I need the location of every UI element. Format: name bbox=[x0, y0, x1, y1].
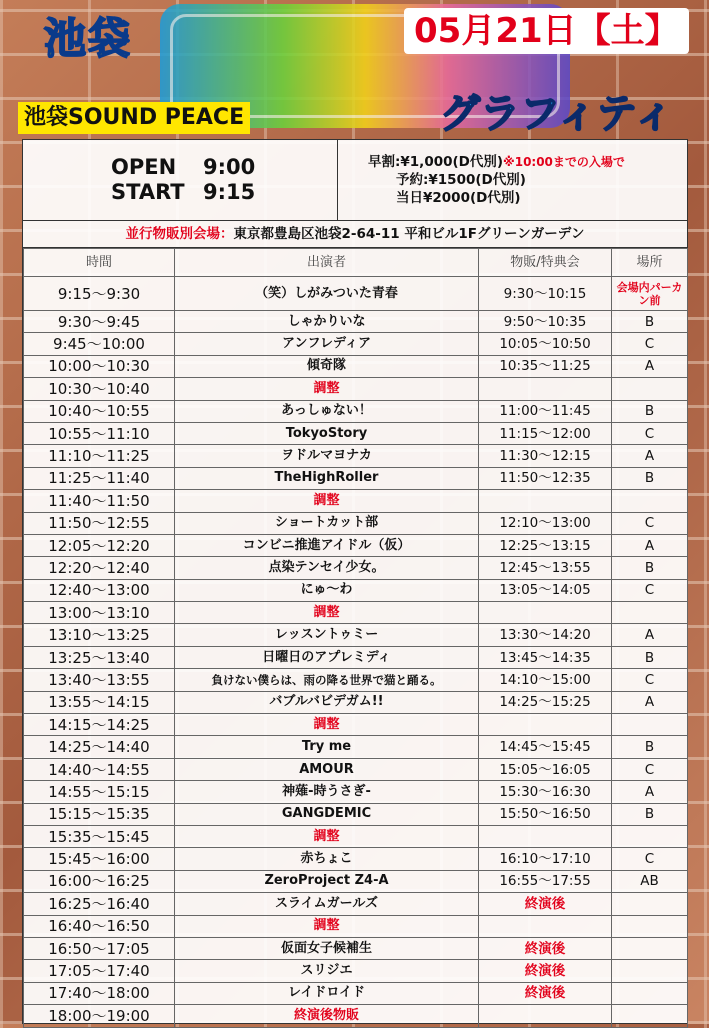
table-row bbox=[24, 534, 688, 556]
table-row bbox=[24, 277, 688, 311]
cell-place: B bbox=[612, 736, 688, 758]
cell-place: B bbox=[612, 311, 688, 333]
cell-place bbox=[612, 937, 688, 959]
table-row bbox=[24, 915, 688, 937]
table-row bbox=[24, 512, 688, 534]
table-row bbox=[24, 467, 688, 489]
cell-performer: AMOUR bbox=[175, 758, 479, 780]
cell-performer: レイドロイド bbox=[175, 982, 479, 1004]
cell-merch: 15:50～16:50 bbox=[479, 803, 612, 825]
cell-merch: 13:45～14:35 bbox=[479, 646, 612, 668]
table-row bbox=[24, 803, 688, 825]
cell-place: A bbox=[612, 781, 688, 803]
cell-time: 11:50～12:55 bbox=[24, 512, 175, 534]
cell-time: 12:40～13:00 bbox=[24, 579, 175, 601]
cell-place: B bbox=[612, 646, 688, 668]
header-time: 時間 bbox=[24, 249, 175, 277]
cell-time: 16:25～16:40 bbox=[24, 893, 175, 915]
cell-time: 12:20～12:40 bbox=[24, 557, 175, 579]
table-row bbox=[24, 893, 688, 915]
cell-time: 15:15～15:35 bbox=[24, 803, 175, 825]
cell-place bbox=[612, 893, 688, 915]
cell-performer: TheHighRoller bbox=[175, 467, 479, 489]
start-label: START bbox=[111, 180, 185, 204]
table-row bbox=[24, 982, 688, 1004]
table-row bbox=[24, 781, 688, 803]
cell-merch: 11:00～11:45 bbox=[479, 400, 612, 422]
cell-place: C bbox=[612, 758, 688, 780]
table-row bbox=[24, 669, 688, 691]
cell-merch: 終演後 bbox=[479, 893, 612, 915]
cell-merch: 9:50～10:35 bbox=[479, 311, 612, 333]
poster-header bbox=[0, 0, 709, 138]
cell-merch: 16:55～17:55 bbox=[479, 870, 612, 892]
cell-performer: レッスントゥミー bbox=[175, 624, 479, 646]
cell-performer: ショートカット部 bbox=[175, 512, 479, 534]
cell-performer: GANGDEMIC bbox=[175, 803, 479, 825]
cell-time: 9:45～10:00 bbox=[24, 333, 175, 355]
cell-time: 13:10～13:25 bbox=[24, 624, 175, 646]
cell-place bbox=[612, 714, 688, 736]
table-row bbox=[24, 691, 688, 713]
cell-merch: 10:05～10:50 bbox=[479, 333, 612, 355]
table-row bbox=[24, 311, 688, 333]
cell-time: 9:15～9:30 bbox=[24, 277, 175, 311]
cell-merch: 14:25～15:25 bbox=[479, 691, 612, 713]
cell-performer: Try me bbox=[175, 736, 479, 758]
cell-merch bbox=[479, 490, 612, 512]
cell-performer: ZeroProject Z4-A bbox=[175, 870, 479, 892]
cell-place: C bbox=[612, 669, 688, 691]
cell-performer: アンフレディア bbox=[175, 333, 479, 355]
cell-time: 17:05～17:40 bbox=[24, 960, 175, 982]
cell-merch: 終演後 bbox=[479, 960, 612, 982]
cell-merch: 11:30～12:15 bbox=[479, 445, 612, 467]
cell-place: B bbox=[612, 467, 688, 489]
table-row bbox=[24, 960, 688, 982]
cell-performer: 日曜日のアプレミディ bbox=[175, 646, 479, 668]
cell-place: C bbox=[612, 422, 688, 444]
event-date: 05月21日【土】 bbox=[404, 8, 689, 54]
merch-venue-label: 並行物販別会場： bbox=[125, 226, 234, 242]
cell-place: A bbox=[612, 355, 688, 377]
cell-time: 14:40～14:55 bbox=[24, 758, 175, 780]
cell-time: 9:30～9:45 bbox=[24, 311, 175, 333]
timetable-sheet bbox=[22, 139, 688, 1024]
cell-performer: 終演後物販 bbox=[175, 1005, 479, 1027]
cell-place: C bbox=[612, 512, 688, 534]
cell-performer: 点染テンセイ少女。 bbox=[175, 557, 479, 579]
cell-place: A bbox=[612, 691, 688, 713]
cell-place: C bbox=[612, 333, 688, 355]
cell-merch: 16:10～17:10 bbox=[479, 848, 612, 870]
cell-place bbox=[612, 960, 688, 982]
cell-time: 13:00～13:10 bbox=[24, 602, 175, 624]
cell-merch: 13:30～14:20 bbox=[479, 624, 612, 646]
cell-performer: 神薙-時うさぎ- bbox=[175, 781, 479, 803]
open-label: OPEN bbox=[111, 155, 177, 179]
cell-time: 11:40～11:50 bbox=[24, 490, 175, 512]
table-row bbox=[24, 736, 688, 758]
table-row bbox=[24, 825, 688, 847]
cell-merch: 12:45～13:55 bbox=[479, 557, 612, 579]
table-row bbox=[24, 333, 688, 355]
cell-place: C bbox=[612, 848, 688, 870]
cell-time: 11:10～11:25 bbox=[24, 445, 175, 467]
timetable bbox=[23, 248, 688, 1028]
header-performer: 出演者 bbox=[175, 249, 479, 277]
cell-time: 13:25～13:40 bbox=[24, 646, 175, 668]
cell-performer: 調整 bbox=[175, 490, 479, 512]
cell-merch: 15:05～16:05 bbox=[479, 758, 612, 780]
cell-performer: 赤ちょこ bbox=[175, 848, 479, 870]
table-row bbox=[24, 422, 688, 444]
cell-place: A bbox=[612, 624, 688, 646]
cell-performer: バブルバビデガム!! bbox=[175, 691, 479, 713]
cell-place: C bbox=[612, 579, 688, 601]
cell-performer: コンビニ推進アイドル（仮） bbox=[175, 534, 479, 556]
cell-time: 14:55～15:15 bbox=[24, 781, 175, 803]
table-row bbox=[24, 579, 688, 601]
header-place: 場所 bbox=[612, 249, 688, 277]
cell-time: 10:00～10:30 bbox=[24, 355, 175, 377]
cell-merch: 13:05～14:05 bbox=[479, 579, 612, 601]
start-time: 9:15 bbox=[203, 180, 256, 204]
merch-venue bbox=[23, 221, 687, 248]
cell-time: 16:40～16:50 bbox=[24, 915, 175, 937]
cell-time: 13:55～14:15 bbox=[24, 691, 175, 713]
cell-performer: あっしゅない！ bbox=[175, 400, 479, 422]
cell-place: A bbox=[612, 534, 688, 556]
cell-merch: 終演後 bbox=[479, 937, 612, 959]
table-row bbox=[24, 490, 688, 512]
table-row bbox=[24, 646, 688, 668]
info-block bbox=[23, 140, 687, 221]
cell-merch: 14:45～15:45 bbox=[479, 736, 612, 758]
cell-merch bbox=[479, 378, 612, 400]
cell-merch: 14:10～15:00 bbox=[479, 669, 612, 691]
table-row bbox=[24, 557, 688, 579]
cell-performer: ヲドルマヨナカ bbox=[175, 445, 479, 467]
cell-performer: TokyoStory bbox=[175, 422, 479, 444]
table-row bbox=[24, 624, 688, 646]
cell-place bbox=[612, 602, 688, 624]
cell-time: 14:15～14:25 bbox=[24, 714, 175, 736]
cell-performer: 調整 bbox=[175, 602, 479, 624]
cell-performer: しゃかりいな bbox=[175, 311, 479, 333]
table-row bbox=[24, 848, 688, 870]
cell-time: 12:05～12:20 bbox=[24, 534, 175, 556]
cell-performer: 傾奇隊 bbox=[175, 355, 479, 377]
cell-merch bbox=[479, 714, 612, 736]
cell-time: 11:25～11:40 bbox=[24, 467, 175, 489]
cell-time: 10:30～10:40 bbox=[24, 378, 175, 400]
cell-place: B bbox=[612, 803, 688, 825]
table-row bbox=[24, 445, 688, 467]
header-merch: 物販/特典会 bbox=[479, 249, 612, 277]
cell-merch: 10:35～11:25 bbox=[479, 355, 612, 377]
cell-merch bbox=[479, 915, 612, 937]
reserve-price: 予約:¥1500(D代別) bbox=[396, 172, 526, 188]
cell-performer: スライムガールズ bbox=[175, 893, 479, 915]
cell-performer: スリジエ bbox=[175, 960, 479, 982]
table-row bbox=[24, 400, 688, 422]
cell-performer: 調整 bbox=[175, 825, 479, 847]
cell-merch: 終演後 bbox=[479, 982, 612, 1004]
cell-place: 会場内パーカン前 bbox=[612, 277, 688, 311]
cell-place: A bbox=[612, 445, 688, 467]
cell-time: 15:35～15:45 bbox=[24, 825, 175, 847]
cell-place bbox=[612, 378, 688, 400]
cell-merch bbox=[479, 602, 612, 624]
cell-time: 10:40～10:55 bbox=[24, 400, 175, 422]
early-note: ※10:00までの入場で bbox=[503, 155, 625, 169]
cell-merch bbox=[479, 825, 612, 847]
door-price: 当日¥2000(D代別) bbox=[396, 190, 521, 206]
venue-subtitle: 池袋SOUND PEACE bbox=[18, 102, 250, 134]
cell-performer: 調整 bbox=[175, 378, 479, 400]
cell-place bbox=[612, 982, 688, 1004]
table-row bbox=[24, 937, 688, 959]
cell-time: 18:00～19:00 bbox=[24, 1005, 175, 1027]
early-price: 早割:¥1,000(D代別) bbox=[368, 154, 504, 170]
cell-performer: にゅ～わ bbox=[175, 579, 479, 601]
open-start-block bbox=[23, 140, 338, 220]
cell-place bbox=[612, 825, 688, 847]
cell-merch: 9:30～10:15 bbox=[479, 277, 612, 311]
table-row bbox=[24, 870, 688, 892]
cell-time: 16:50～17:05 bbox=[24, 937, 175, 959]
cell-time: 15:45～16:00 bbox=[24, 848, 175, 870]
cell-performer: 仮面女子候補生 bbox=[175, 937, 479, 959]
table-row bbox=[24, 714, 688, 736]
cell-merch: 15:30～16:30 bbox=[479, 781, 612, 803]
logo-ikebukuro: 池袋 bbox=[44, 14, 133, 63]
open-time: 9:00 bbox=[203, 155, 256, 179]
ticket-prices bbox=[338, 140, 687, 220]
cell-performer: 負けない僕らは、雨の降る世界で猫と踊る。 bbox=[175, 669, 479, 691]
cell-merch: 12:10～13:00 bbox=[479, 512, 612, 534]
cell-place: B bbox=[612, 557, 688, 579]
cell-merch: 11:50～12:35 bbox=[479, 467, 612, 489]
cell-place bbox=[612, 490, 688, 512]
graffiti-kana-title: グラフィティ bbox=[440, 91, 674, 137]
cell-place: AB bbox=[612, 870, 688, 892]
table-row bbox=[24, 758, 688, 780]
cell-place: B bbox=[612, 400, 688, 422]
table-header-row bbox=[24, 249, 688, 277]
cell-performer: （笑）しがみついた青春 bbox=[175, 277, 479, 311]
cell-performer: 調整 bbox=[175, 915, 479, 937]
merch-venue-address: 東京都豊島区池袋2-64-11 平和ビル1Fグリーンガーデン bbox=[233, 226, 585, 242]
table-row bbox=[24, 378, 688, 400]
cell-time: 14:25～14:40 bbox=[24, 736, 175, 758]
cell-merch: 11:15～12:00 bbox=[479, 422, 612, 444]
cell-place bbox=[612, 915, 688, 937]
cell-time: 10:55～11:10 bbox=[24, 422, 175, 444]
cell-time: 13:40～13:55 bbox=[24, 669, 175, 691]
cell-performer: 調整 bbox=[175, 714, 479, 736]
table-row bbox=[24, 602, 688, 624]
cell-time: 17:40～18:00 bbox=[24, 982, 175, 1004]
table-row bbox=[24, 355, 688, 377]
cell-time: 16:00～16:25 bbox=[24, 870, 175, 892]
cell-merch: 12:25～13:15 bbox=[479, 534, 612, 556]
